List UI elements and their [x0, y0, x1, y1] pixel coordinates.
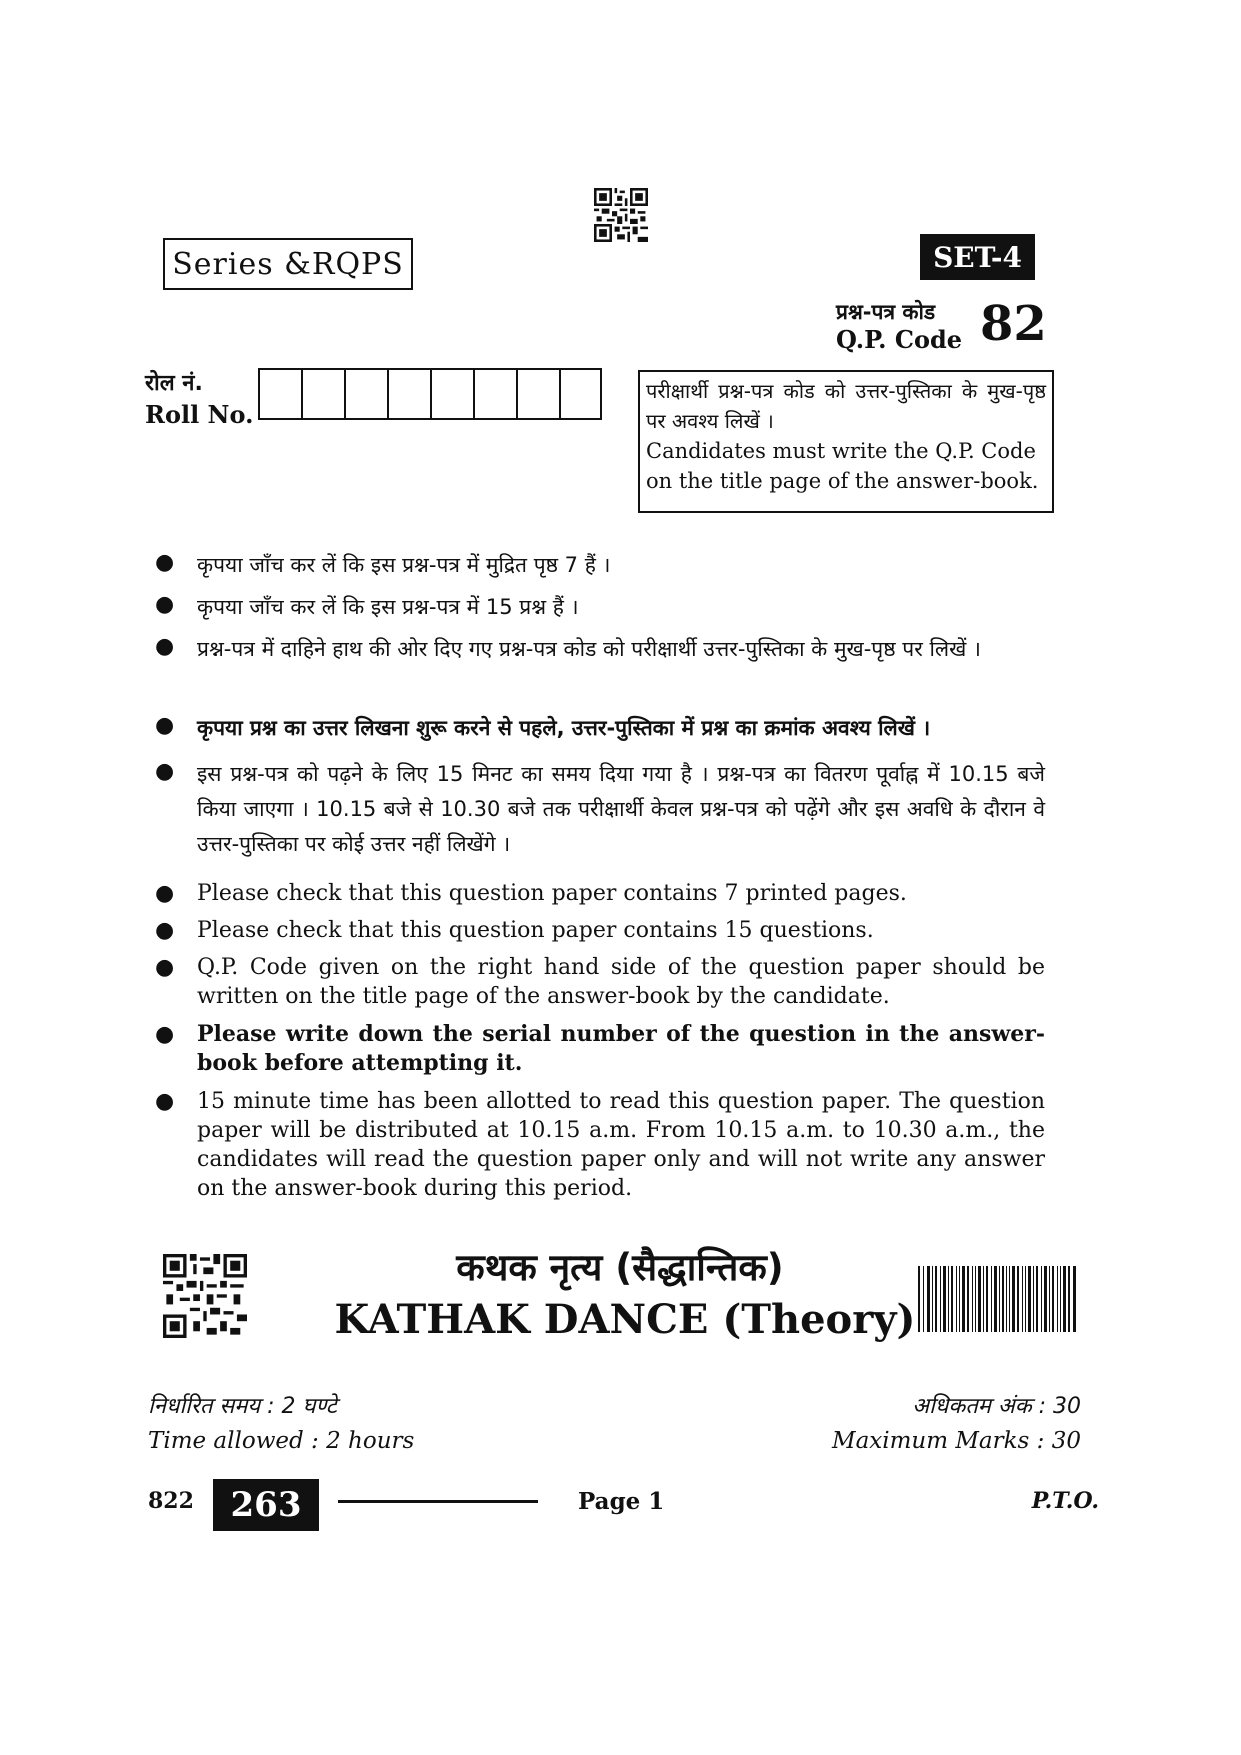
subject-title-hindi: कथक नृत्य (सैद्धान्तिक)	[456, 1246, 784, 1289]
instruction-hindi-3: ● प्रश्न-पत्र में दाहिने हाथ की ओर दिए गए प्रश्न-पत्र कोड को परीक्षार्थी उत्तर-पुस्तिका के मुख-पृष्ठ पर लिखें ।	[155, 632, 1045, 667]
roll-label-hindi: रोल नं.	[145, 371, 203, 396]
pto-label: P.T.O.	[1031, 1488, 1099, 1514]
set-badge: SET-4	[920, 234, 1035, 280]
roll-digit-box[interactable]	[516, 368, 559, 418]
time-allowed-hindi: निर्धारित समय : 2 घण्टे	[148, 1394, 337, 1419]
qp-code-number: 82	[980, 296, 1047, 352]
bullet: ●	[155, 1089, 175, 1114]
paper-code-badge: 263	[213, 1479, 319, 1531]
barcode-icon	[918, 1266, 1076, 1332]
instruction-english-3: ● Q.P. Code given on the right hand side of the question paper should be written on the title page of the answer-book by the candidate.	[155, 955, 1045, 1009]
instruction-hindi-5: ● इस प्रश्न-पत्र को पढ़ने के लिए 15 मिनट का समय दिया गया है । प्रश्न-पत्र का वितरण पूर्वाह्न में 10.15 बजे किया जाएगा । 10.15 बजे से 10.30 बजे तक परीक्षार्थी केवल प्रश्न-पत्र को पढ़ेंगे और इस अवधि के दौरान वे उत्तर-पुस्तिका पर कोई उत्तर नहीं लिखेंगे ।	[155, 757, 1045, 862]
instruction-english-2: ● Please check that this question paper contains 15 questions.	[155, 916, 1045, 946]
bullet: ●	[155, 634, 175, 659]
maximum-marks-english: Maximum Marks : 30	[832, 1428, 1081, 1454]
top-qr-code-icon	[594, 188, 648, 242]
bullet: ●	[155, 592, 175, 617]
series-label: Series &RQPS	[163, 238, 413, 290]
bullet: ●	[155, 955, 175, 980]
instruction-hindi-2: ● कृपया जाँच कर लें कि इस प्रश्न-पत्र में 15 प्रश्न हैं ।	[155, 590, 1045, 625]
note-hindi: परीक्षार्थी प्रश्न-पत्र कोड को उत्तर-पुस्तिका के मुख-पृष्ठ पर अवश्य लिखें ।	[646, 379, 1046, 433]
roll-digit-box[interactable]	[473, 368, 516, 418]
bullet: ●	[155, 713, 175, 738]
page-number: Page 1	[578, 1488, 665, 1515]
instruction-english-4: ● Please write down the serial number of the question in the answer-book before attempting it.	[155, 1021, 1045, 1076]
bullet: ●	[155, 1022, 175, 1047]
qp-code-label-hindi: प्रश्न-पत्र कोड	[836, 300, 936, 324]
paper-code: 822	[148, 1488, 194, 1514]
qp-code-label-english: Q.P. Code	[836, 325, 963, 354]
footer-rule	[338, 1500, 538, 1503]
note-english: Candidates must write the Q.P. Code on the title page of the answer-book.	[646, 439, 1039, 493]
bullet: ●	[155, 918, 175, 943]
roll-digit-box[interactable]	[344, 368, 387, 418]
roll-label-english: Roll No.	[145, 400, 254, 429]
bullet: ●	[155, 881, 175, 906]
instruction-english-5: ● 15 minute time has been allotted to read this question paper. The question paper will be distributed at 10.15 a.m. From 10.15 a.m. to 10.30 a.m., the candidates will read the question paper only and will not write any answer on the answer-book during this period.	[155, 1089, 1045, 1201]
bullet: ●	[155, 759, 175, 784]
maximum-marks-hindi: अधिकतम अंक : 30	[912, 1394, 1081, 1419]
instruction-english-1: ● Please check that this question paper contains 7 printed pages.	[155, 879, 1045, 909]
roll-number-boxes[interactable]	[258, 368, 602, 420]
roll-digit-box[interactable]	[301, 368, 344, 418]
candidate-note-box	[638, 370, 1054, 513]
bottom-qr-code-icon	[163, 1254, 247, 1338]
roll-digit-box[interactable]	[559, 368, 602, 418]
instruction-hindi-4: ● कृपया प्रश्न का उत्तर लिखना शुरू करने से पहले, उत्तर-पुस्तिका में प्रश्न का क्रमांक अवश्य लिखें ।	[155, 711, 1045, 746]
roll-digit-box[interactable]	[430, 368, 473, 418]
subject-title-english: KATHAK DANCE (Theory)	[334, 1296, 916, 1343]
time-allowed-english: Time allowed : 2 hours	[148, 1428, 415, 1454]
instruction-hindi-1: ● कृपया जाँच कर लें कि इस प्रश्न-पत्र में मुद्रित पृष्ठ 7 हैं ।	[155, 548, 1045, 583]
roll-digit-box[interactable]	[387, 368, 430, 418]
roll-digit-box[interactable]	[258, 368, 301, 418]
bullet: ●	[155, 550, 175, 575]
